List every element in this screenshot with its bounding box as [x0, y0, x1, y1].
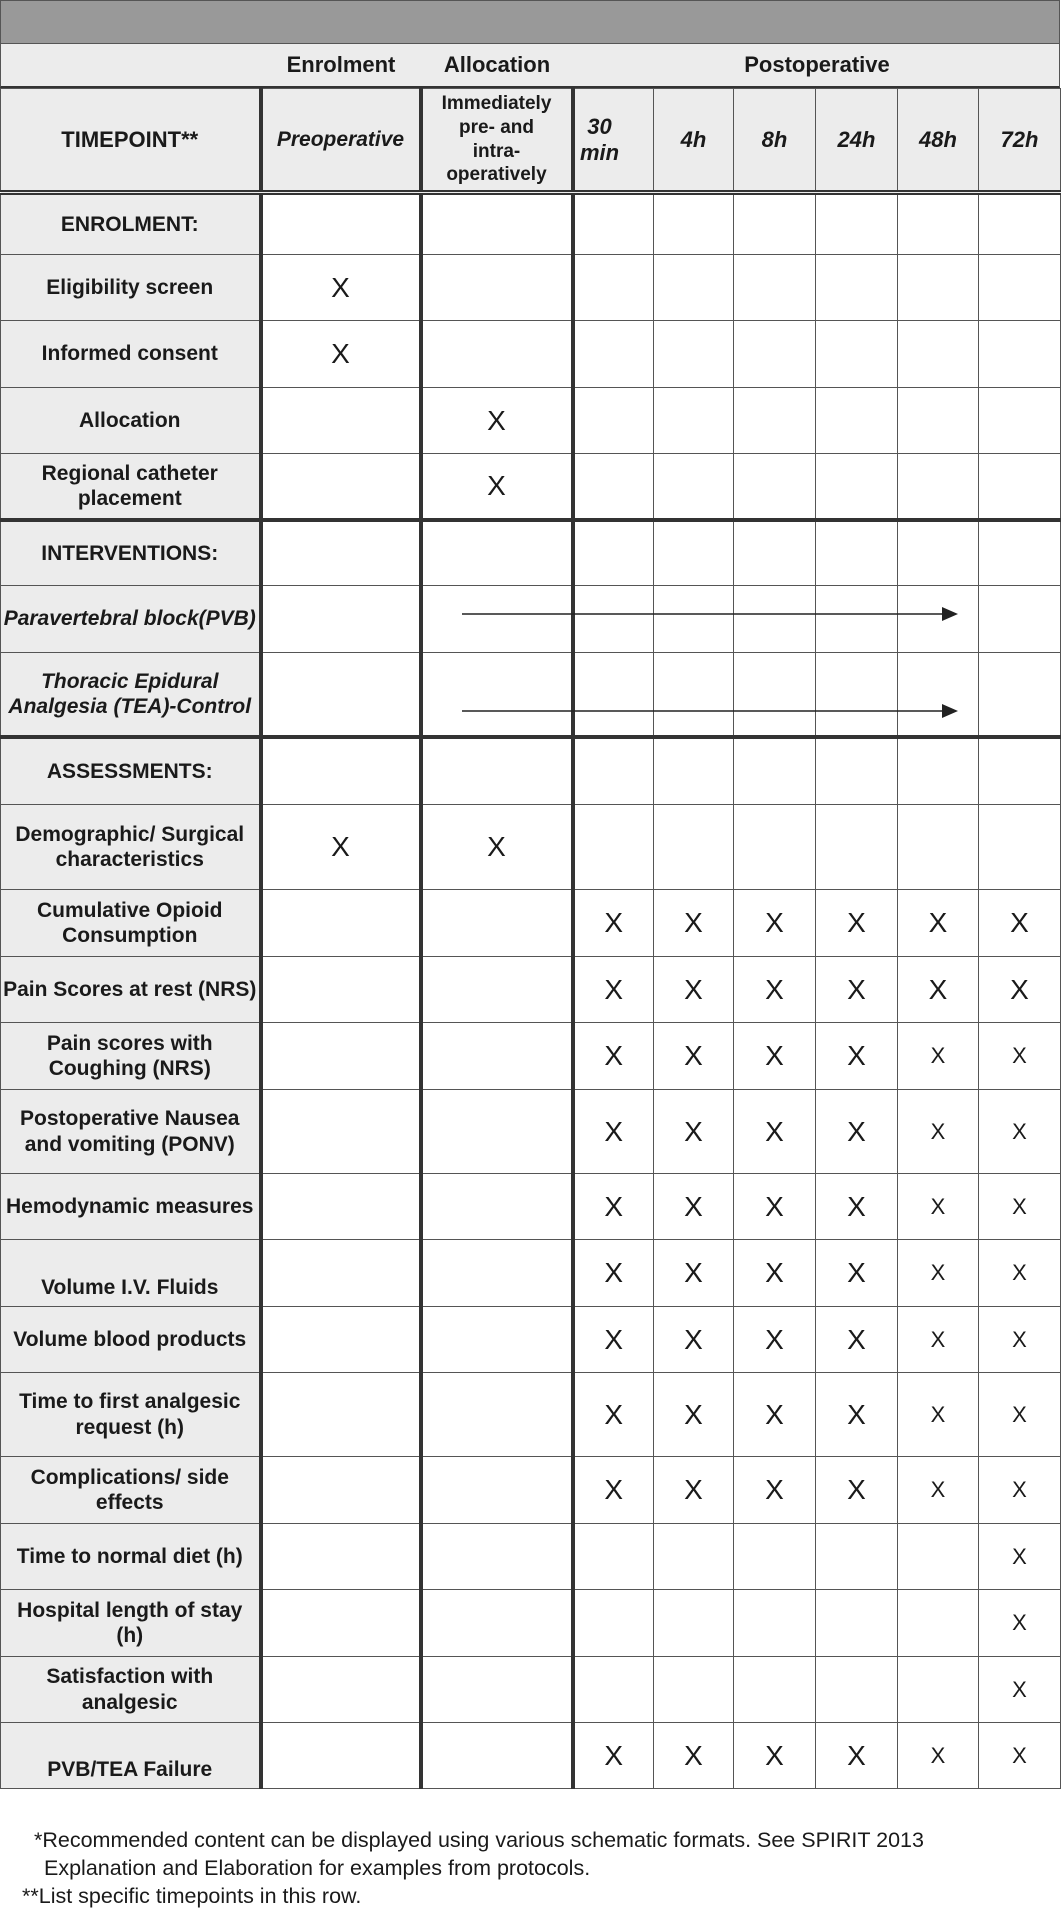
preop-cell: X: [261, 255, 421, 321]
post-cell: X: [979, 1240, 1061, 1307]
post-cell: X: [734, 1457, 816, 1524]
post-cell: [979, 255, 1061, 321]
post-cell: X: [898, 1090, 979, 1174]
post-cell: [654, 388, 734, 454]
phase-postoperative: Postoperative: [744, 52, 890, 77]
post-cell: X: [734, 1090, 816, 1174]
header-time-4h: 4h: [654, 89, 734, 193]
post-cell: [898, 255, 979, 321]
post-cell: X: [898, 1457, 979, 1524]
post-cell: X: [734, 1307, 816, 1373]
intraop-line: Immediately: [441, 93, 552, 114]
post-cell: [573, 193, 654, 255]
post-cell: [898, 193, 979, 255]
post-cell: [898, 454, 979, 520]
assessment-row: [1, 1590, 1061, 1657]
preop-cell: X: [261, 321, 421, 388]
post-cell: [734, 737, 816, 805]
row-label: Pain Scores at rest (NRS): [1, 957, 261, 1023]
post-cell: X: [898, 957, 979, 1023]
post-cell: [573, 1590, 654, 1657]
post-cell: [654, 520, 734, 586]
post-cell: X: [654, 1090, 734, 1174]
post-cell: [816, 321, 898, 388]
post-cell: [734, 1590, 816, 1657]
alloc-cell: [421, 1524, 573, 1590]
post-cell: [898, 520, 979, 586]
post-cell: [979, 805, 1061, 890]
spirit-schedule-table: [0, 88, 1061, 1789]
post-cell: [898, 737, 979, 805]
intraop-line: operatively: [446, 164, 547, 186]
post-cell: X: [816, 890, 898, 957]
post-cell: X: [979, 1457, 1061, 1524]
row-label: Demographic/ Surgical characteristics: [1, 805, 261, 890]
post-cell: X: [573, 1023, 654, 1090]
section-row: [1, 737, 1061, 805]
alloc-cell: [421, 1373, 573, 1457]
post-cell: X: [573, 957, 654, 1023]
header-time-24h: 24h: [816, 89, 898, 193]
post-cell: X: [816, 1373, 898, 1457]
preop-cell: [261, 1023, 421, 1090]
post-cell: X: [734, 1023, 816, 1090]
post-cell: X: [573, 1174, 654, 1240]
post-cell: [979, 586, 1061, 653]
row-label: Hemodynamic measures: [1, 1174, 261, 1240]
header-time-8h: 8h: [734, 89, 816, 193]
alloc-cell: X: [421, 454, 573, 520]
post-cell: X: [654, 1307, 734, 1373]
post-cell: [734, 805, 816, 890]
alloc-cell: [421, 1590, 573, 1657]
post-cell: X: [816, 1174, 898, 1240]
preop-cell: [261, 1240, 421, 1307]
alloc-cell: [421, 653, 573, 737]
alloc-cell: [421, 1240, 573, 1307]
header-time-48h: 48h: [898, 89, 979, 193]
post-cell: [573, 321, 654, 388]
post-cell: X: [654, 1240, 734, 1307]
phase-header-row: [0, 44, 1060, 88]
row-label: Satisfaction with analgesic: [1, 1657, 261, 1723]
post-cell: [816, 1524, 898, 1590]
post-cell: [979, 388, 1061, 454]
post-cell: [979, 193, 1061, 255]
alloc-cell: [421, 321, 573, 388]
preop-cell: [261, 1590, 421, 1657]
row-label: Eligibility screen: [1, 255, 261, 321]
post-cell: X: [816, 1723, 898, 1789]
row-label: Informed consent: [1, 321, 261, 388]
post-cell: [573, 1657, 654, 1723]
post-cell: X: [573, 1457, 654, 1524]
post-cell: X: [979, 1174, 1061, 1240]
intraop-line: pre- and: [459, 116, 534, 138]
post-cell: [573, 805, 654, 890]
post-cell: [979, 520, 1061, 586]
row-label: Volume blood products: [1, 1307, 261, 1373]
phase-allocation: Allocation: [443, 52, 551, 77]
post-cell: X: [979, 1590, 1061, 1657]
row-label: Allocation: [1, 388, 261, 454]
post-cell: X: [979, 957, 1061, 1023]
post-cell: [654, 1524, 734, 1590]
post-cell: [654, 653, 734, 737]
post-cell: [734, 653, 816, 737]
assessment-row: [1, 1174, 1061, 1240]
enrolment-row: [1, 255, 1061, 321]
enrolment-row: [1, 321, 1061, 388]
post-cell: [654, 1590, 734, 1657]
header-time-72h: 72h: [979, 89, 1061, 193]
post-cell: X: [654, 1023, 734, 1090]
post-cell: X: [898, 1373, 979, 1457]
row-label: Paravertebral block(PVB): [1, 586, 261, 653]
footnote-1-cont: Explanation and Elaboration for examples from protocols.: [44, 1856, 591, 1880]
post-cell: [734, 255, 816, 321]
post-cell: X: [654, 1723, 734, 1789]
post-cell: [816, 520, 898, 586]
assessment-row: [1, 1457, 1061, 1524]
post-cell: [816, 653, 898, 737]
row-label: Time to normal diet (h): [1, 1524, 261, 1590]
alloc-cell: X: [421, 805, 573, 890]
post-cell: X: [979, 1524, 1061, 1590]
post-cell: [573, 454, 654, 520]
preop-cell: [261, 1657, 421, 1723]
post-cell: [898, 1524, 979, 1590]
section-row: [1, 193, 1061, 255]
assessment-row: [1, 1090, 1061, 1174]
row-label: Hospital length of stay (h): [1, 1590, 261, 1657]
post-cell: X: [898, 1307, 979, 1373]
post-cell: [734, 520, 816, 586]
post-cell: X: [979, 1657, 1061, 1723]
preop-cell: [261, 193, 421, 255]
post-cell: [654, 805, 734, 890]
alloc-cell: [421, 1307, 573, 1373]
post-cell: [898, 805, 979, 890]
post-cell: [816, 193, 898, 255]
post-cell: [654, 737, 734, 805]
alloc-cell: X: [421, 388, 573, 454]
post-cell: [573, 1524, 654, 1590]
row-label: Thoracic Epidural Analgesia (TEA)-Control: [1, 653, 261, 737]
post-cell: X: [816, 1457, 898, 1524]
preop-cell: [261, 1524, 421, 1590]
preop-cell: [261, 1457, 421, 1524]
preop-cell: [261, 1090, 421, 1174]
intraop-line: intra-: [472, 140, 521, 162]
alloc-cell: [421, 890, 573, 957]
assessment-row: [1, 1240, 1061, 1307]
post-cell: [979, 653, 1061, 737]
preop-cell: [261, 1174, 421, 1240]
section-assessments: ASSESSMENTS:: [1, 737, 261, 805]
post-cell: [734, 388, 816, 454]
assessment-row: [1, 1723, 1061, 1789]
post-cell: X: [573, 890, 654, 957]
post-cell: X: [816, 1240, 898, 1307]
post-cell: X: [573, 1723, 654, 1789]
post-cell: X: [979, 1723, 1061, 1789]
preop-cell: X: [261, 805, 421, 890]
post-cell: [654, 193, 734, 255]
post-cell: [816, 1657, 898, 1723]
post-cell: X: [979, 1090, 1061, 1174]
preop-cell: [261, 1723, 421, 1789]
post-cell: [816, 1590, 898, 1657]
preop-cell: [261, 520, 421, 586]
timepoint-row: [1, 89, 1061, 193]
post-cell: [816, 586, 898, 653]
post-cell: [979, 321, 1061, 388]
alloc-cell: [421, 1723, 573, 1789]
alloc-cell: [421, 1090, 573, 1174]
post-cell: [573, 388, 654, 454]
post-cell: [573, 520, 654, 586]
row-label: Pain scores with Coughing (NRS): [1, 1023, 261, 1090]
preop-cell: [261, 454, 421, 520]
post-cell: [573, 737, 654, 805]
preop-cell: [261, 1307, 421, 1373]
post-cell: X: [898, 890, 979, 957]
alloc-cell: [421, 737, 573, 805]
phase-enrolment: Enrolment: [286, 52, 396, 77]
preop-cell: [261, 1373, 421, 1457]
alloc-cell: [421, 255, 573, 321]
post-cell: [816, 737, 898, 805]
preop-cell: [261, 586, 421, 653]
assessment-row: [1, 805, 1061, 890]
post-cell: X: [898, 1240, 979, 1307]
post-cell: X: [654, 1457, 734, 1524]
post-cell: X: [573, 1373, 654, 1457]
post-cell: [816, 388, 898, 454]
post-cell: [573, 586, 654, 653]
post-cell: X: [898, 1174, 979, 1240]
row-label: Complications/ side effects: [1, 1457, 261, 1524]
section-interventions: INTERVENTIONS:: [1, 520, 261, 586]
post-cell: X: [816, 1023, 898, 1090]
post-cell: X: [898, 1023, 979, 1090]
post-cell: X: [816, 1090, 898, 1174]
post-cell: X: [734, 890, 816, 957]
post-cell: [734, 586, 816, 653]
post-cell: [654, 1657, 734, 1723]
post-cell: X: [734, 1373, 816, 1457]
post-cell: [898, 1657, 979, 1723]
row-label: Volume I.V. Fluids: [1, 1240, 261, 1307]
assessment-row: [1, 1373, 1061, 1457]
alloc-cell: [421, 193, 573, 255]
footnote-2: **List specific timepoints in this row.: [22, 1884, 362, 1908]
row-label: Time to first analgesic request (h): [1, 1373, 261, 1457]
header-preoperative: Preoperative: [261, 89, 421, 193]
post-cell: [734, 1657, 816, 1723]
assessment-row: [1, 1524, 1061, 1590]
intervention-row: [1, 586, 1061, 653]
post-cell: X: [654, 890, 734, 957]
assessment-row: [1, 1657, 1061, 1723]
timepoint-label: TIMEPOINT**: [1, 89, 261, 193]
alloc-cell: [421, 520, 573, 586]
assessment-row: [1, 1023, 1061, 1090]
alloc-cell: [421, 957, 573, 1023]
post-cell: [816, 255, 898, 321]
post-cell: X: [898, 1723, 979, 1789]
post-cell: [898, 653, 979, 737]
intervention-row: [1, 653, 1061, 737]
post-cell: X: [573, 1307, 654, 1373]
post-cell: X: [816, 957, 898, 1023]
post-cell: X: [573, 1240, 654, 1307]
row-label: Regional catheter placement: [1, 454, 261, 520]
row-label: PVB/TEA Failure: [1, 1723, 261, 1789]
preop-cell: [261, 957, 421, 1023]
post-cell: [898, 1590, 979, 1657]
preop-cell: [261, 890, 421, 957]
header-intraoperative: [421, 89, 573, 193]
post-cell: X: [734, 957, 816, 1023]
post-cell: X: [654, 957, 734, 1023]
footnote-1: *Recommended content can be displayed using various schematic formats. See SPIRIT 2013: [34, 1828, 924, 1852]
preop-cell: [261, 388, 421, 454]
post-cell: [979, 454, 1061, 520]
post-cell: X: [979, 1023, 1061, 1090]
header-time-30min: [573, 89, 654, 193]
post-cell: X: [654, 1373, 734, 1457]
post-cell: [734, 321, 816, 388]
post-cell: [979, 737, 1061, 805]
post-cell: [898, 586, 979, 653]
post-cell: [654, 454, 734, 520]
section-enrolment: ENROLMENT:: [1, 193, 261, 255]
post-cell: [734, 193, 816, 255]
post-cell: [573, 653, 654, 737]
assessment-row: [1, 890, 1061, 957]
alloc-cell: [421, 1023, 573, 1090]
post-cell: X: [734, 1174, 816, 1240]
post-cell: X: [816, 1307, 898, 1373]
post-cell: X: [734, 1723, 816, 1789]
assessment-row: [1, 1307, 1061, 1373]
post-cell: X: [979, 890, 1061, 957]
post-cell: [816, 454, 898, 520]
post-cell: X: [734, 1240, 816, 1307]
post-cell: X: [979, 1307, 1061, 1373]
post-cell: [816, 805, 898, 890]
post-cell: X: [979, 1373, 1061, 1457]
assessment-row: [1, 957, 1061, 1023]
title-bar: [0, 0, 1060, 44]
section-row: [1, 520, 1061, 586]
post-cell: [654, 255, 734, 321]
post-cell: X: [654, 1174, 734, 1240]
alloc-cell: [421, 1657, 573, 1723]
alloc-cell: [421, 1457, 573, 1524]
alloc-cell: [421, 1174, 573, 1240]
post-cell: [734, 1524, 816, 1590]
row-label: Postoperative Nausea and vomiting (PONV): [1, 1090, 261, 1174]
alloc-cell: [421, 586, 573, 653]
post-cell: [898, 321, 979, 388]
row-label: Cumulative Opioid Consumption: [1, 890, 261, 957]
enrolment-row: [1, 388, 1061, 454]
post-cell: [734, 454, 816, 520]
preop-cell: [261, 737, 421, 805]
enrolment-row: [1, 454, 1061, 520]
post-cell: [573, 255, 654, 321]
post-cell: [654, 586, 734, 653]
footnotes: [0, 1826, 1060, 1910]
post-cell: [654, 321, 734, 388]
time-label: 30 min: [579, 114, 620, 165]
post-cell: [898, 388, 979, 454]
post-cell: X: [573, 1090, 654, 1174]
preop-cell: [261, 653, 421, 737]
